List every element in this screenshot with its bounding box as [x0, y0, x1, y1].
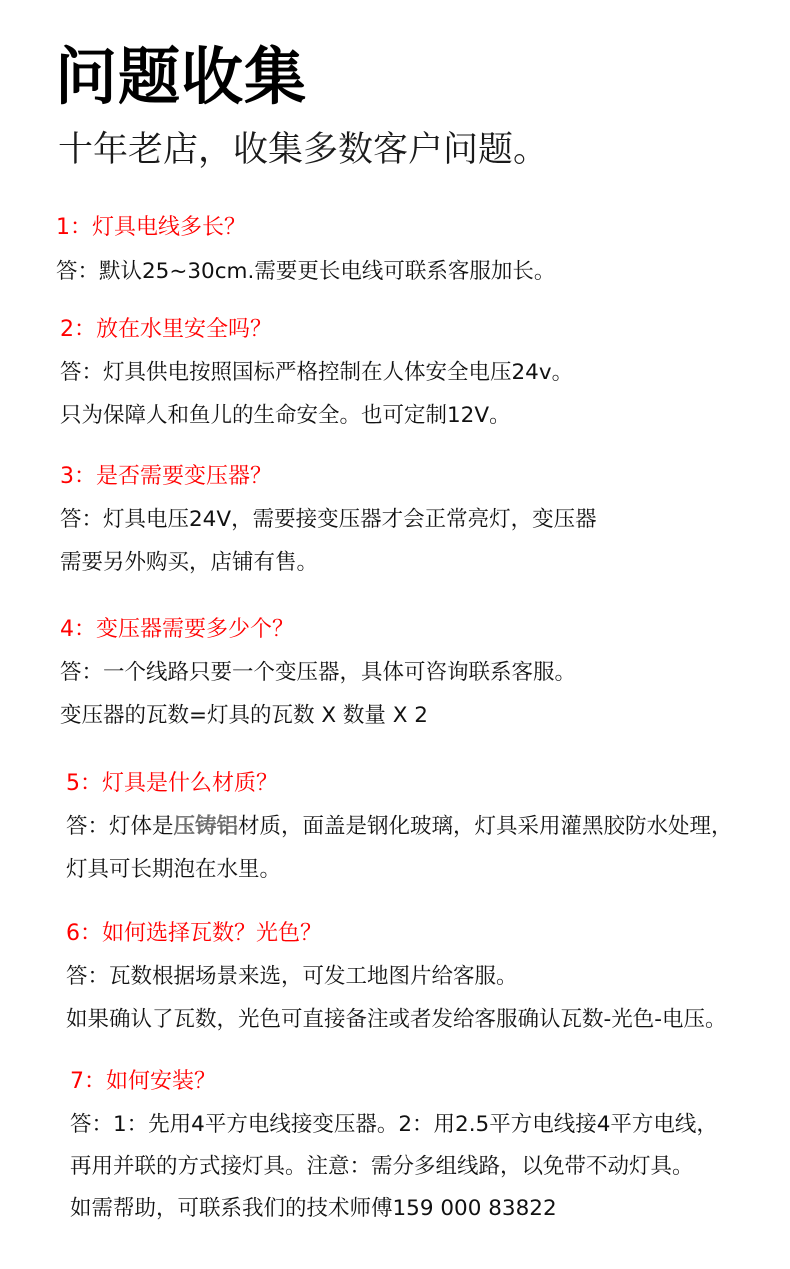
answer-3-line-2: 需要另外购买，店铺有售。 — [60, 550, 319, 575]
answer-5-suffix: 材质，面盖是钢化玻璃，灯具采用灌黑胶防水处理， — [238, 814, 733, 839]
question-1: 1：灯具电线多长？ — [56, 215, 246, 240]
answer-6-line-1: 答：瓦数根据场景来选，可发工地图片给客服。 — [66, 964, 518, 989]
answer-2-line-2: 只为保障人和鱼儿的生命安全。也可定制12V。 — [60, 403, 511, 428]
qa-item-7 — [70, 1068, 718, 1230]
qa-item-3 — [60, 463, 597, 584]
answer-5-line-2: 灯具可长期泡在水里。 — [66, 857, 282, 882]
page-title: 问题收集 — [55, 40, 308, 113]
question-6: 6：如何选择瓦数？光色？ — [66, 921, 322, 946]
answer-7-line-2: 再用并联的方式接灯具。注意：需分多组线路，以免带不动灯具。 — [70, 1154, 694, 1179]
question-3: 3：是否需要变压器？ — [60, 464, 272, 489]
page-subtitle: 十年老店，收集多数客户问题。 — [58, 130, 549, 170]
answer-6-line-2: 如果确认了瓦数，光色可直接备注或者发给客服确认瓦数-光色-电压。 — [66, 1007, 727, 1032]
answer-5-prefix: 答：灯体是 — [66, 814, 174, 839]
qa-item-1 — [56, 214, 555, 286]
answer-3-line-1: 答：灯具电压24V，需要接变压器才会正常亮灯，变压器 — [60, 507, 597, 532]
question-2: 2：放在水里安全吗？ — [60, 317, 272, 342]
question-5: 5：灯具是什么材质？ — [66, 771, 278, 796]
answer-7-line-3: 如需帮助，可联系我们的技术师傅159 000 83822 — [70, 1196, 557, 1221]
qa-item-4 — [60, 616, 576, 737]
answer-2-line-1: 答：灯具供电按照国标严格控制在人体安全电压24v。 — [60, 360, 574, 385]
qa-item-5 — [66, 770, 733, 891]
qa-item-2 — [60, 316, 573, 437]
question-4: 4：变压器需要多少个？ — [60, 617, 294, 642]
answer-4-line-2: 变压器的瓦数=灯具的瓦数 X 数量 X 2 — [60, 703, 428, 728]
answer-4-line-1: 答：一个线路只要一个变压器，具体可咨询联系客服。 — [60, 660, 577, 685]
qa-item-6 — [66, 920, 727, 1041]
answer-1-line-1: 答：默认25~30cm.需要更长电线可联系客服加长。 — [56, 259, 556, 284]
answer-7-line-1: 答：1：先用4平方电线接变压器。2：用2.5平方电线接4平方电线， — [70, 1112, 718, 1137]
question-7: 7：如何安装？ — [70, 1069, 216, 1094]
answer-5-line-1 — [66, 805, 733, 848]
material-highlight: 压铸铝 — [173, 814, 239, 839]
